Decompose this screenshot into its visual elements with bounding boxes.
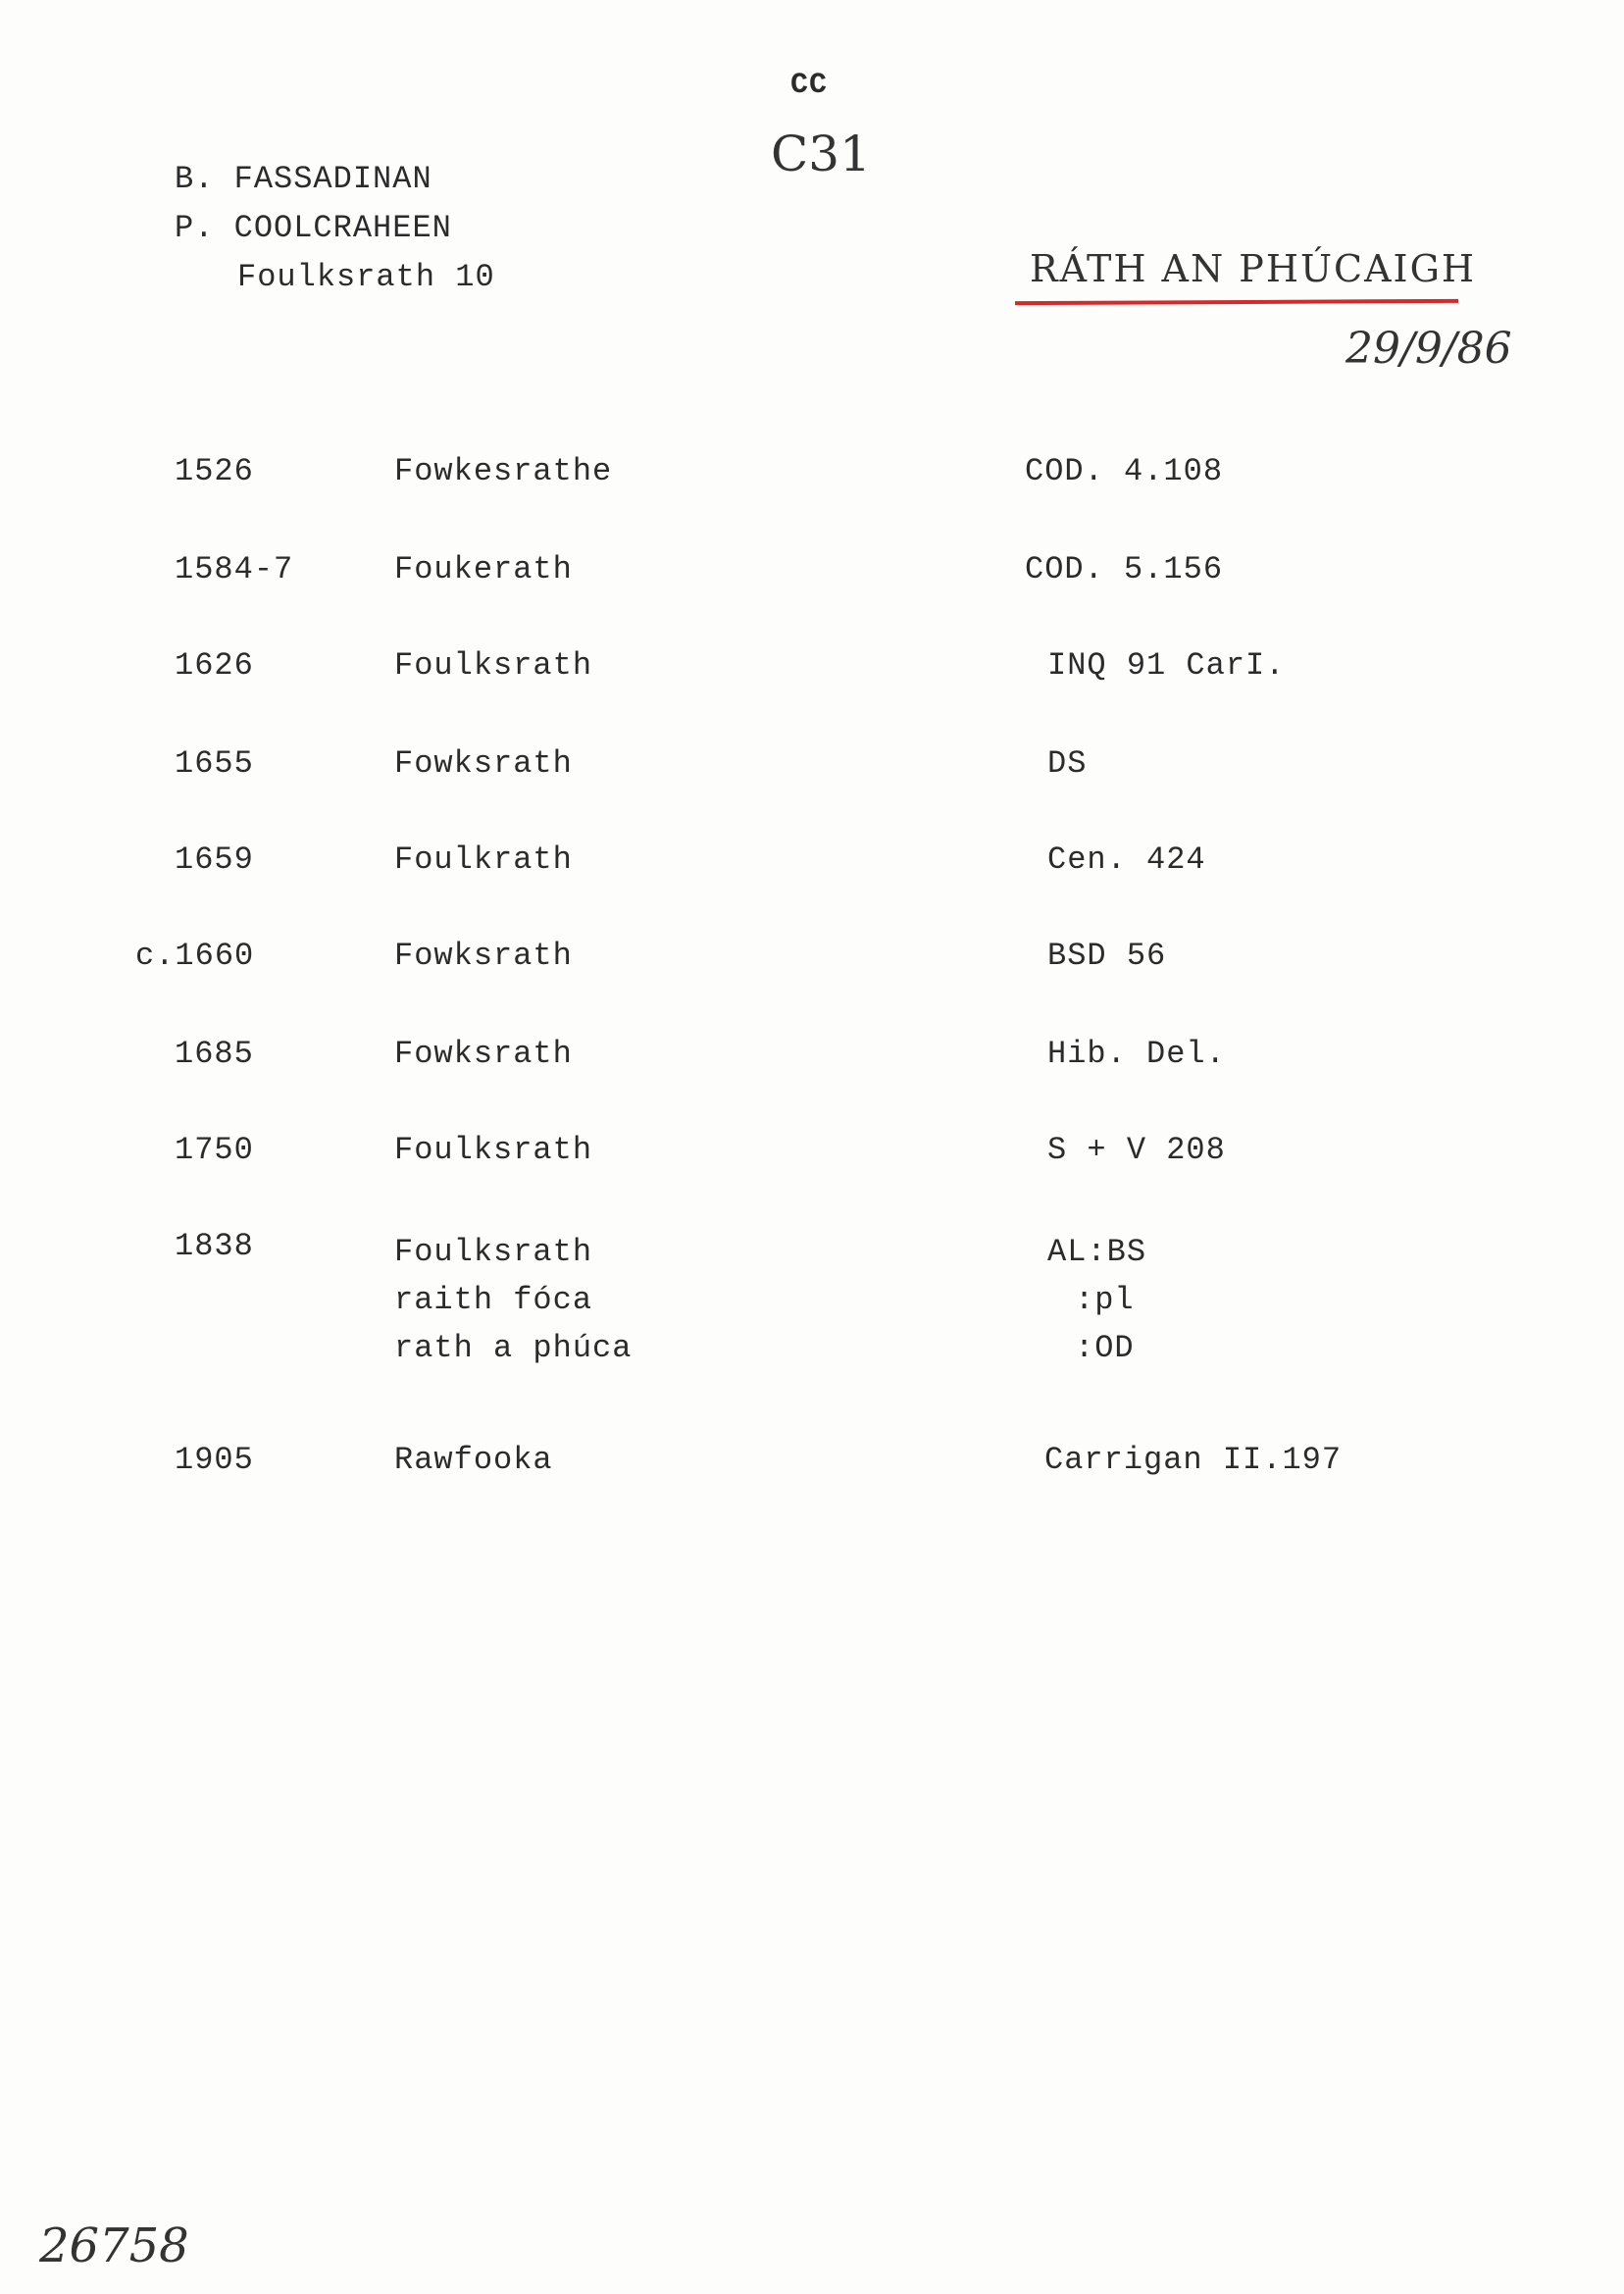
name-cell: Foulkrath xyxy=(394,841,573,878)
name-cell: Fowksrath xyxy=(394,1036,573,1072)
ref-cell: COD. 4.108 xyxy=(1025,453,1224,489)
archive-number: 26758 xyxy=(39,2218,189,2273)
name-cell: Fowkesrathe xyxy=(394,453,613,489)
name-line: raith fóca xyxy=(394,1282,593,1318)
year-cell: 1659 xyxy=(175,841,254,878)
ref-cell: BSD 56 xyxy=(1047,938,1167,974)
irish-place-name: RÁTH AN PHÚCAIGH xyxy=(1030,247,1477,290)
red-underline xyxy=(1015,299,1458,305)
name-cell: Foukerath xyxy=(394,551,573,587)
name-line: Foulksrath xyxy=(394,1234,593,1270)
ref-cell: COD. 5.156 xyxy=(1025,551,1224,587)
ref-line: :OD xyxy=(1075,1330,1135,1366)
parish-label: P. COOLCRAHEEN xyxy=(175,210,452,246)
name-cell: Fowksrath xyxy=(394,745,573,782)
name-cell: Foulksrath xyxy=(394,647,593,684)
year-cell: 1905 xyxy=(175,1442,254,1478)
year-cell: 1655 xyxy=(175,745,254,782)
year-cell: c.1660 xyxy=(135,938,255,974)
townland-ref: Foulksrath 10 xyxy=(237,259,495,295)
year-cell: 1750 xyxy=(175,1132,254,1168)
name-line: rath a phúca xyxy=(394,1330,633,1366)
ref-cell: INQ 91 CarI. xyxy=(1047,647,1286,684)
ref-line: :pl xyxy=(1075,1282,1135,1318)
name-cell: Fowksrath xyxy=(394,938,573,974)
year-cell: 1526 xyxy=(175,453,254,489)
ref-cell xyxy=(1047,1228,1146,1372)
name-cell: Rawfooka xyxy=(394,1442,553,1478)
handwritten-code: C31 xyxy=(771,126,871,182)
ref-cell: Carrigan II.197 xyxy=(1044,1442,1343,1478)
ref-cell: S + V 208 xyxy=(1047,1132,1226,1168)
year-cell: 1838 xyxy=(175,1228,254,1264)
ref-line: AL:BS xyxy=(1047,1234,1147,1270)
year-cell: 1685 xyxy=(175,1036,254,1072)
ref-cell: Hib. Del. xyxy=(1047,1036,1226,1072)
name-cell xyxy=(394,1228,632,1372)
category-code: CC xyxy=(790,69,829,102)
ref-cell: DS xyxy=(1047,745,1088,782)
year-cell: 1626 xyxy=(175,647,254,684)
ref-cell: Cen. 424 xyxy=(1047,841,1206,878)
handwritten-date: 29/9/86 xyxy=(1345,324,1512,374)
barony-label: B. FASSADINAN xyxy=(175,161,432,197)
year-cell: 1584-7 xyxy=(175,551,294,587)
name-cell: Foulksrath xyxy=(394,1132,593,1168)
